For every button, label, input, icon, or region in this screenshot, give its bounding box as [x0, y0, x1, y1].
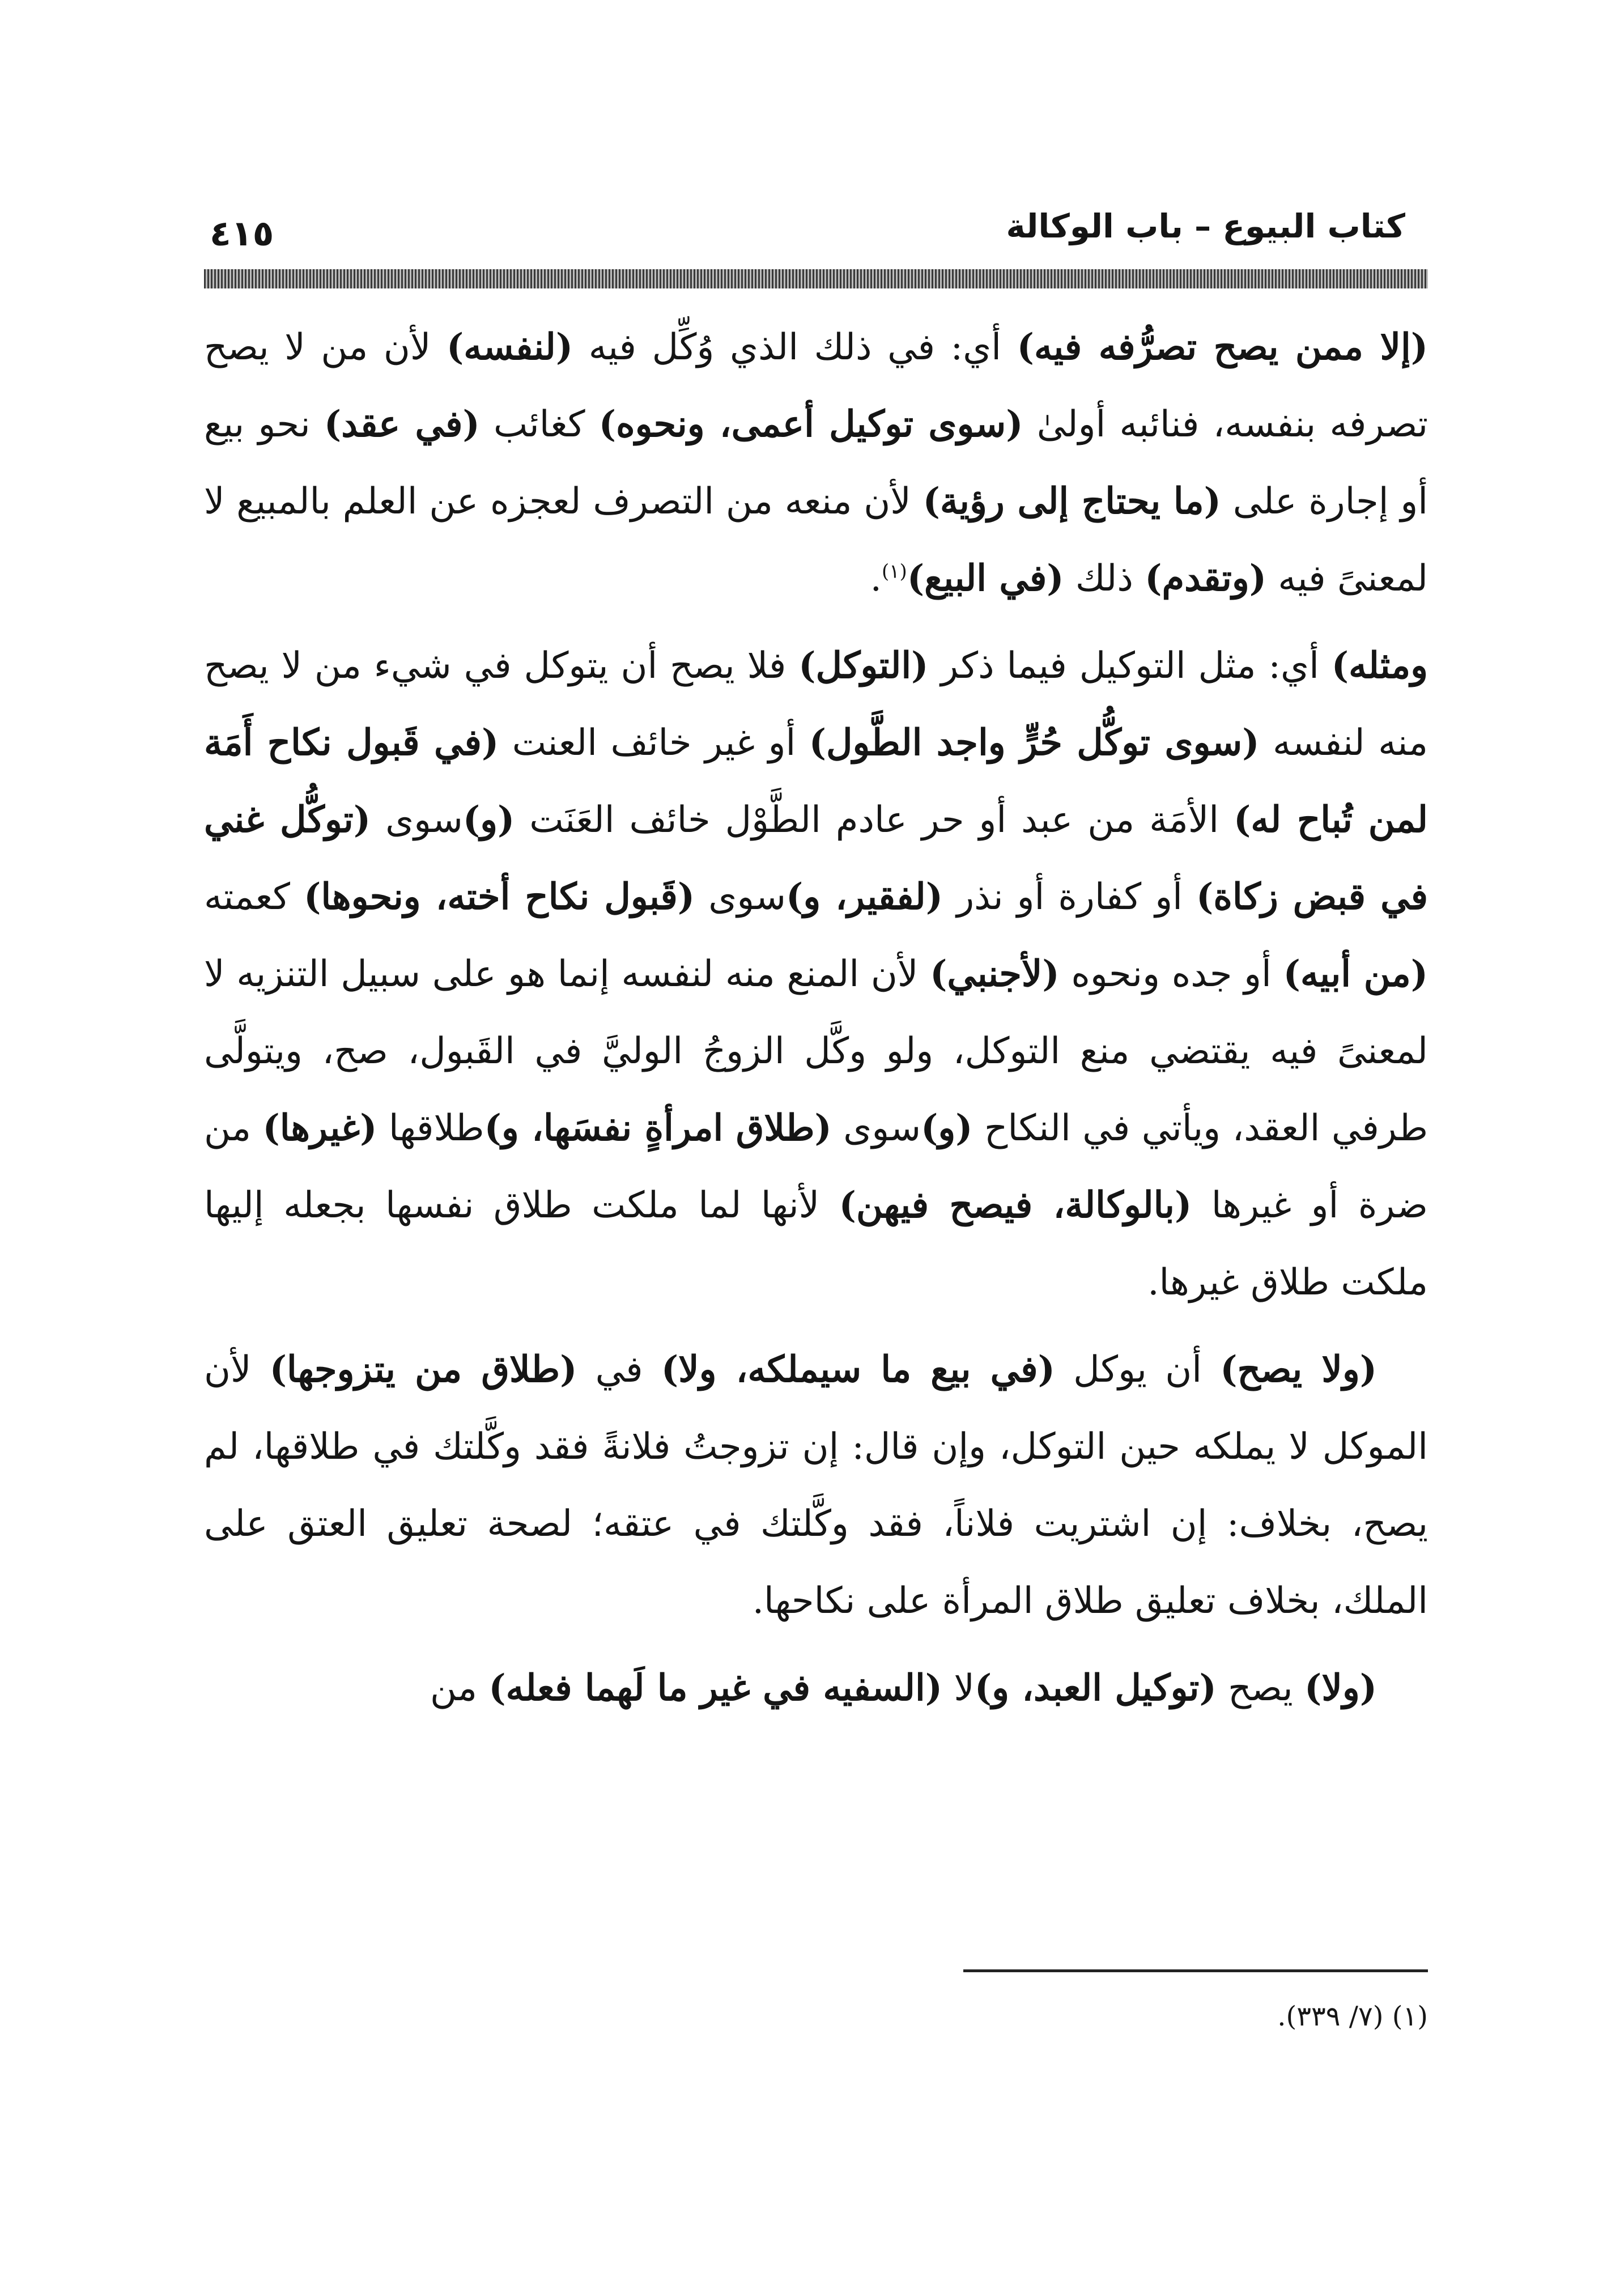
matn-text: (إلا ممن يصح تصرُّفه فيه)	[1017, 326, 1428, 368]
matn-text: (توكُّل غني في قبض زكاة)	[204, 799, 1429, 918]
paragraph	[204, 1331, 1428, 1640]
sharh-text: أو كفارة أو نذر	[943, 876, 1197, 918]
sharh-text: لأن منعه من التصرف لعجزه عن العلم بالمبيع لا لمعنىً فيه	[204, 481, 1428, 600]
matn-text: (في قَبول نكاح أَمَة لمن تُباح له)	[204, 721, 1428, 841]
matn-text: (من أبيه)	[1283, 953, 1429, 995]
matn-text: (وتقدم)	[1145, 557, 1267, 600]
body-text	[204, 309, 1428, 1737]
sharh-text: من	[430, 1667, 489, 1709]
matn-text: (سوى توكيل أعمى، ونحوه)	[598, 403, 1023, 445]
sharh-text: طلاقها	[377, 1107, 484, 1149]
matn-text: (التوكل)	[798, 644, 929, 687]
matn-text: (و)	[462, 799, 515, 841]
matn-text: (السفيه في غير ما لَهما فعله)	[488, 1667, 942, 1709]
page-header	[204, 201, 1428, 275]
matn-text: (في عقد)	[324, 403, 480, 445]
sharh-text: لأن المنع منه لنفسه إنما هو على سبيل التنزيه لا لمعنىً فيه يقتضي منع التوكل، ولو وكَّل الزوجُ الوليَّ في القَبول، صح، ويتولَّى طرفي العقد، ويأتي في النكاح	[204, 953, 1429, 1149]
matn-text: (لفقير، و)	[786, 876, 943, 918]
sharh-text: الأمَة من عبد أو حر عادم الطَّوْل خائف العَنَت	[515, 799, 1234, 841]
sharh-text: سوى	[831, 1107, 921, 1149]
footnote-marker: (١)	[882, 560, 907, 583]
sharh-text: أو جده ونحوه	[1059, 953, 1283, 995]
sharh-text: أي: مثل التوكيل فيما ذكر	[928, 645, 1332, 687]
sharh-text: أو غير خائف العنت	[499, 722, 809, 764]
sharh-text: لأن الموكل لا يملكه حين التوكل، وإن قال: إن تزوجتُ فلانةً فقد وكَّلتك في طلاقها، لم يصح، بخلاف: إن اشتريت فلاناً، فقد وكَّلتك في عتقه؛ لصحة تعليق العتق على الملك، بخلاف تعليق طلاق المرأة على نكاحها.	[204, 1349, 1428, 1622]
sharh-text: أي: في ذلك الذي وُكِّل فيه	[573, 326, 1017, 368]
sharh-text: سوى	[371, 799, 463, 841]
sharh-text: فلا يصح أن يتوكل في شيء من لا يصح منه لنفسه	[204, 645, 1429, 764]
paragraph	[204, 1650, 1428, 1727]
sharh-text: أن يوكل	[1055, 1349, 1221, 1391]
matn-text: (غيرها)	[262, 1107, 377, 1149]
sharh-text: نحو بيع أو إجارة على	[204, 404, 1429, 523]
running-title: كتاب البيوع – باب الوكالة	[1006, 207, 1405, 245]
matn-text: (ولا يصح)	[1220, 1348, 1377, 1391]
matn-text: ومثله)	[1331, 644, 1429, 687]
sharh-text: سوى	[695, 876, 787, 918]
sharh-text: لأن من لا يصح تصرفه بنفسه، فنائبه أولىٰ	[204, 326, 1428, 445]
sharh-text: ذلك	[1064, 558, 1145, 600]
sharh-text: لا	[942, 1667, 975, 1709]
sharh-text: كغائب	[479, 404, 599, 445]
sharh-text: في	[577, 1349, 661, 1391]
sharh-text: لأنها لما ملكت طلاق نفسها بجعله إليها ملكت طلاق غيرها.	[204, 1184, 1428, 1303]
footnote: (١) (٧/ ٣٣٩).	[1277, 2001, 1428, 2032]
page-number: ٤١٥	[210, 213, 274, 254]
matn-text: (لأجنبي)	[930, 953, 1060, 995]
sharh-text: من ضرة أو غيرها	[204, 1107, 1429, 1226]
matn-text: (و)	[921, 1107, 973, 1149]
matn-text: (بالوكالة، فيصح فيهن)	[839, 1184, 1192, 1226]
matn-text: (في البيع)	[907, 557, 1064, 600]
matn-text: (طلاق من يتزوجها)	[269, 1348, 577, 1391]
header-rule	[204, 269, 1428, 288]
footnote-rule	[963, 1969, 1428, 1972]
paragraph	[204, 309, 1428, 617]
paragraph	[204, 627, 1428, 1321]
matn-text: (طلاق امرأةٍ نفسَها، و)	[484, 1107, 832, 1149]
sharh-text: .	[870, 558, 882, 600]
sharh-text: كعمته	[204, 876, 304, 918]
matn-text: (توكيل العبد، و)	[974, 1667, 1217, 1709]
sharh-text: يصح	[1216, 1667, 1305, 1709]
matn-text: (في بيع ما سيملكه، ولا)	[661, 1348, 1055, 1391]
matn-text: (ما يحتاج إلى رؤية)	[922, 480, 1221, 523]
matn-text: (ولا)	[1304, 1667, 1377, 1709]
matn-text: (قَبول نكاح أخته، ونحوها)	[304, 876, 695, 918]
matn-text: (سوى توكُّل حُرٍّ واجد الطَّول)	[809, 721, 1260, 764]
matn-text: (لنفسه)	[447, 326, 573, 368]
